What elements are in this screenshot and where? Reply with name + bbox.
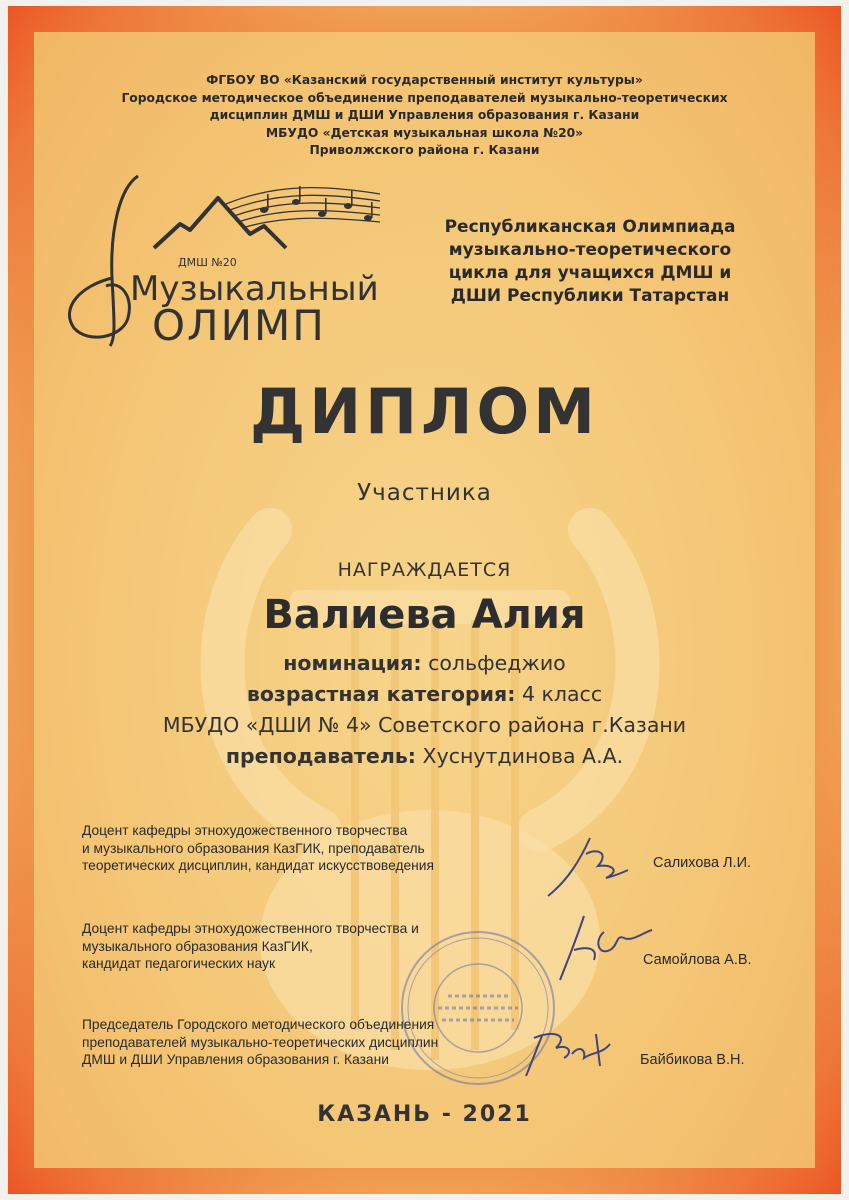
logo-title-line2: ОЛИМП (152, 301, 326, 348)
age-category-value: 4 класс (521, 682, 603, 706)
award-details (0, 648, 849, 772)
signatory-2-title (82, 920, 502, 973)
header-line: ФГБОУ ВО «Казанский государственный институт культуры» (206, 73, 643, 87)
age-category-row (0, 679, 849, 710)
teacher-row (0, 741, 849, 772)
signatory-line: преподавателей музыкально-теоретических дисциплин (82, 1034, 439, 1050)
signatory-line: Доцент кафедры этнохудожественного творчества и (82, 921, 419, 936)
olympiad-line: музыкально-теоретического (448, 240, 732, 260)
signatory-line: и музыкального образования КазГИК, преподаватель (82, 840, 425, 856)
treble-clef-icon (69, 176, 138, 346)
signatory-3-name: Байбикова В.Н. (640, 1052, 745, 1068)
olympiad-line: ДШИ Республики Татарстан (450, 286, 730, 306)
logo-title-line1: Музыкальный (130, 269, 379, 309)
signature-1 (540, 830, 630, 910)
diploma-subtitle: Участника (357, 480, 492, 506)
nomination-row (0, 648, 849, 679)
mountain-icon (154, 198, 286, 248)
recipient-name: Валиева Алия (263, 592, 586, 638)
logo-school-label: ДМШ №20 (178, 256, 237, 269)
signatory-line: кандидат педагогических наук (82, 956, 275, 971)
issuer-header (0, 72, 849, 160)
signatory-1-name: Салихова Л.И. (653, 855, 752, 871)
signatory-line: теоретических дисциплин, кандидат искусствоведения (82, 858, 434, 873)
header-line: дисциплин ДМШ и ДШИ Управления образования г. Казани (209, 108, 640, 122)
signature-3 (512, 1026, 622, 1082)
teacher-label: преподаватель: (225, 744, 416, 768)
signatory-line: музыкального образования КазГИК, (82, 938, 313, 954)
signature-2 (548, 910, 658, 990)
teacher-value: Хуснутдинова А.А. (422, 744, 624, 768)
diploma-title: ДИПЛОМ (250, 375, 599, 448)
nomination-value: сольфеджио (428, 651, 566, 675)
age-category-label: возрастная категория: (246, 682, 516, 706)
signatory-line: Председатель Городского методического объединения (82, 1017, 435, 1032)
school-row: МБУДО «ДШИ № 4» Советского района г.Казани (162, 713, 687, 737)
signatory-line: ДМШ и ДШИ Управления образования г. Казани (82, 1052, 389, 1067)
city-year-footer: КАЗАНЬ - 2021 (317, 1102, 532, 1127)
signatory-3-title (82, 1016, 502, 1069)
header-line: Приволжского района г. Казани (309, 143, 540, 157)
signatory-line: Доцент кафедры этнохудожественного творчества (82, 823, 408, 838)
musical-olympus-logo (50, 168, 390, 348)
header-line: МБУДО «Детская музыкальная школа №20» (265, 125, 584, 140)
olympiad-title (400, 216, 780, 308)
signatory-2-name: Самойлова А.В. (643, 952, 752, 968)
signatory-1-title (82, 822, 502, 875)
header-line: Городское методическое объединение преподавателей музыкально-теоретических (121, 90, 728, 105)
awarded-label: НАГРАЖДАЕТСЯ (337, 559, 512, 581)
olympiad-line: цикла для учащихся ДМШ и (448, 263, 732, 283)
nomination-label: номинация: (283, 651, 422, 675)
olympiad-line: Республиканская Олимпиада (444, 217, 736, 237)
